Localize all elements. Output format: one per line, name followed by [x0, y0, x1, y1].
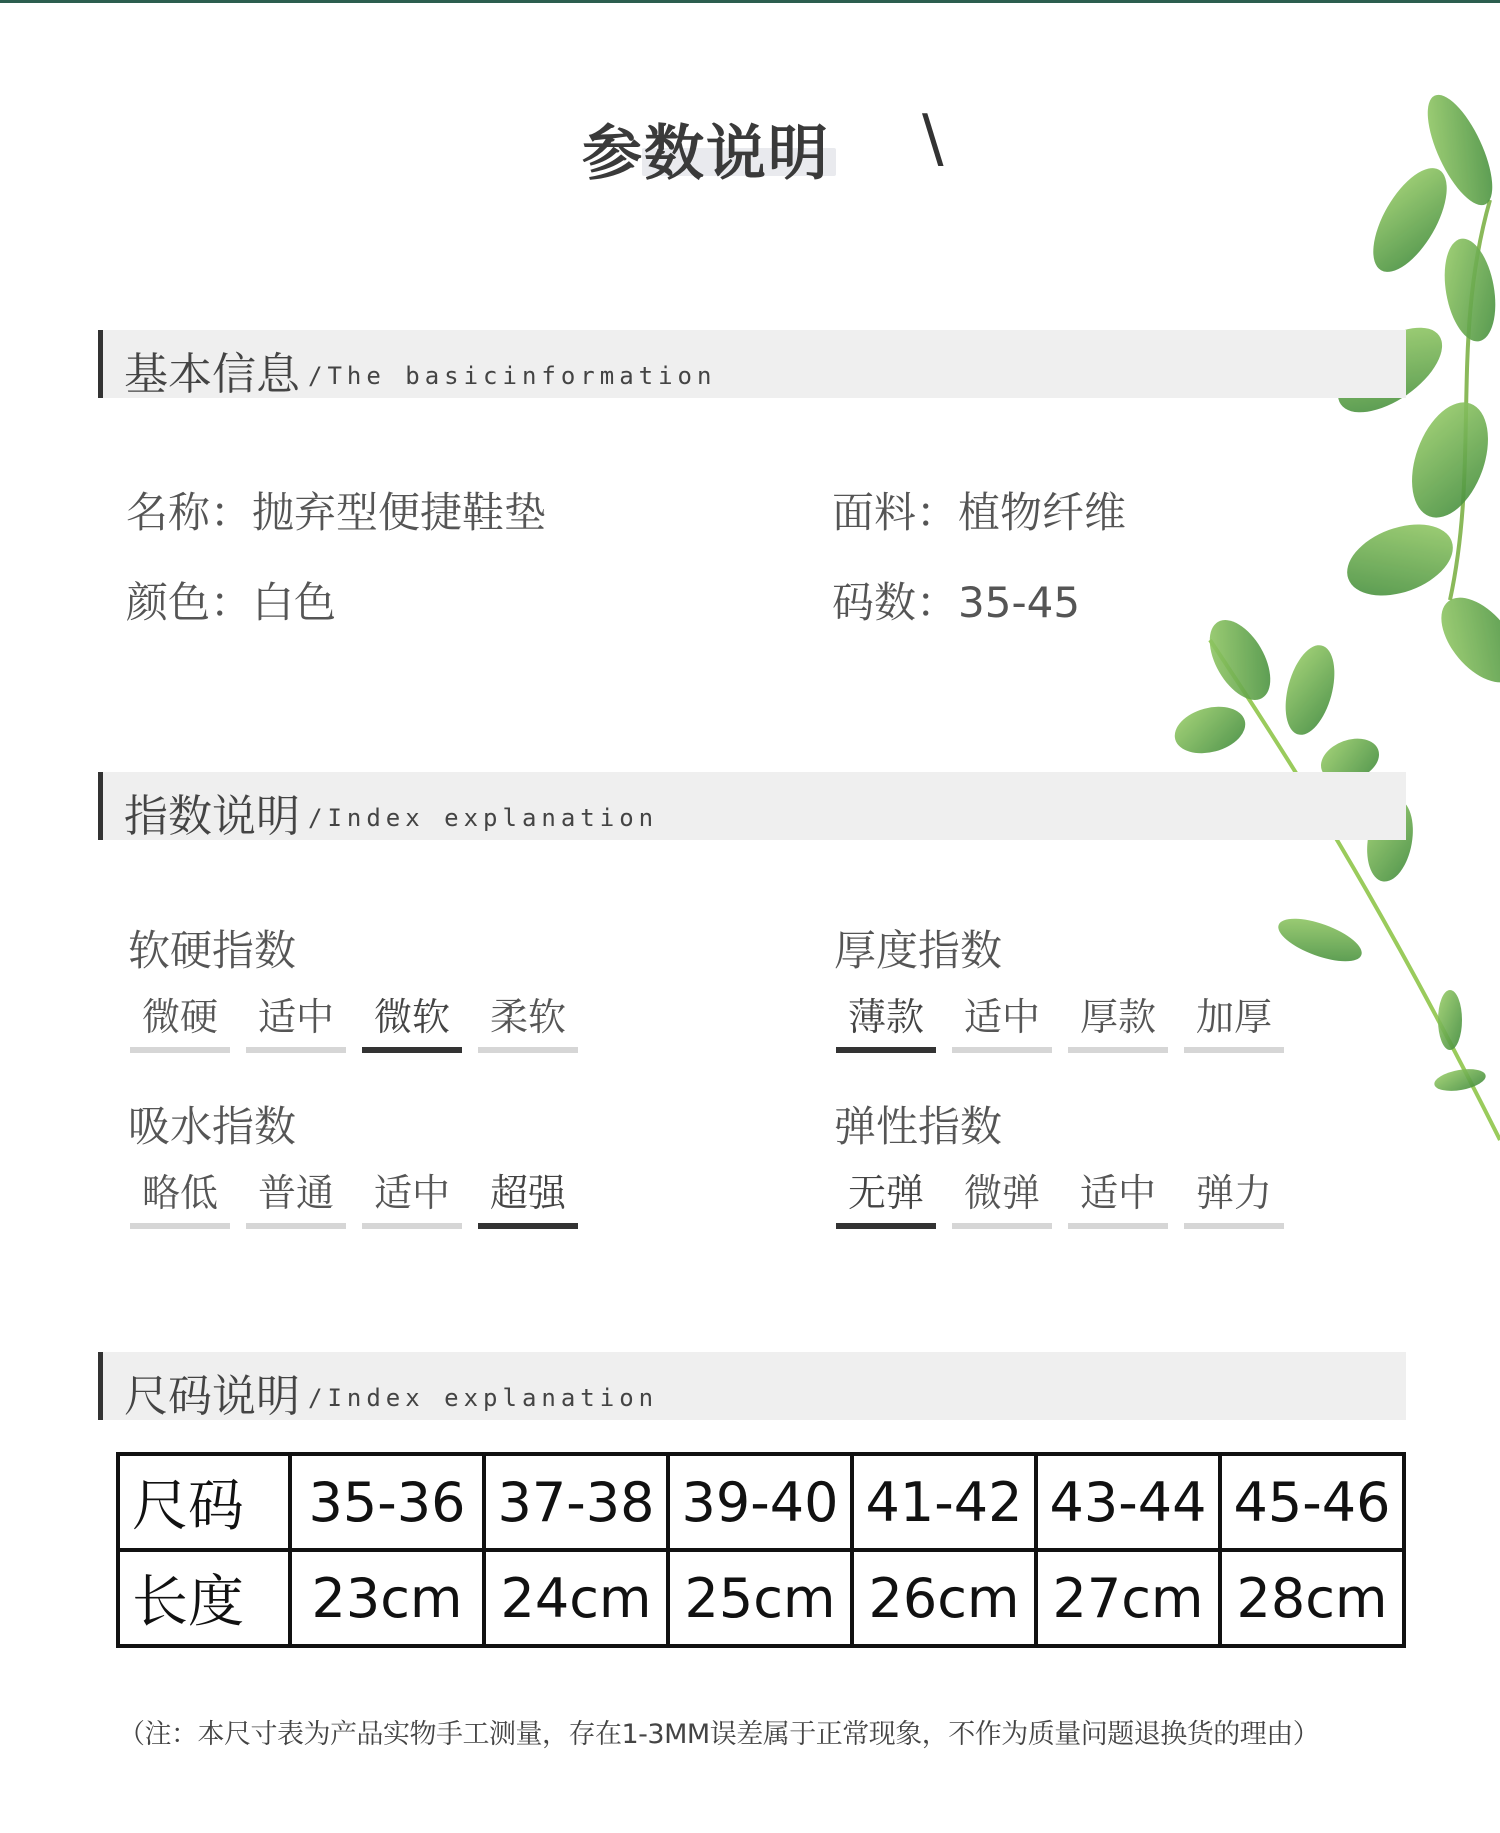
- hardness-option-selected: 微软: [362, 986, 462, 1053]
- thickness-option: 厚款: [1068, 986, 1168, 1053]
- page-title-block: [560, 100, 980, 190]
- elasticity-option: 弹力: [1184, 1162, 1284, 1229]
- table-cell: 43-44: [1036, 1454, 1220, 1550]
- absorption-title: 吸水指数: [128, 1102, 297, 1151]
- table-cell: 35-36: [290, 1454, 484, 1550]
- table-cell: 25cm: [668, 1550, 852, 1646]
- table-cell: 26cm: [852, 1550, 1036, 1646]
- elasticity-option: 适中: [1068, 1162, 1168, 1229]
- absorption-options: [130, 1162, 578, 1229]
- table-row-label: 长度: [118, 1550, 290, 1646]
- absorption-option: 适中: [362, 1162, 462, 1229]
- elasticity-option-selected: 无弹: [836, 1162, 936, 1229]
- hardness-option: 适中: [246, 986, 346, 1053]
- thickness-option: 适中: [952, 986, 1052, 1053]
- elasticity-option: 微弹: [952, 1162, 1052, 1229]
- top-border: [0, 0, 1500, 3]
- section-title: 基本信息: [124, 349, 300, 400]
- absorption-option: 普通: [246, 1162, 346, 1229]
- section-marker: [98, 330, 103, 398]
- page-title: 参数说明: [582, 119, 830, 189]
- section-subtitle: /Index explanation: [308, 1384, 659, 1412]
- info-color: 颜色：白色: [126, 578, 337, 627]
- table-cell: 24cm: [484, 1550, 668, 1646]
- hardness-option: 微硬: [130, 986, 230, 1053]
- thickness-option-selected: 薄款: [836, 986, 936, 1053]
- section-subtitle: /The basicinformation: [308, 362, 717, 390]
- table-cell: 39-40: [668, 1454, 852, 1550]
- size-note: （注：本尺寸表为产品实物手工测量，存在1-3MM误差属于正常现象，不作为质量问题退换货的理由）: [118, 1719, 1320, 1750]
- elasticity-title: 弹性指数: [834, 1102, 1003, 1151]
- section-subtitle: /Index explanation: [308, 804, 659, 832]
- table-cell: 28cm: [1220, 1550, 1404, 1646]
- info-material: 面料：植物纤维: [832, 488, 1127, 537]
- table-cell: 41-42: [852, 1454, 1036, 1550]
- absorption-option-selected: 超强: [478, 1162, 578, 1229]
- section-marker: [98, 772, 103, 840]
- section-index: [98, 772, 1406, 840]
- hardness-option: 柔软: [478, 986, 578, 1053]
- table-row: [118, 1550, 1404, 1646]
- section-marker: [98, 1352, 103, 1420]
- size-table: [116, 1452, 1406, 1648]
- table-row: [118, 1454, 1404, 1550]
- hardness-title: 软硬指数: [128, 926, 297, 975]
- info-size-range: 码数：35-45: [832, 578, 1081, 627]
- table-cell: 23cm: [290, 1550, 484, 1646]
- table-cell: 45-46: [1220, 1454, 1404, 1550]
- thickness-option: 加厚: [1184, 986, 1284, 1053]
- thickness-options: [836, 986, 1284, 1053]
- elasticity-options: [836, 1162, 1284, 1229]
- section-size: [98, 1352, 1406, 1420]
- title-slash-mark: \: [922, 102, 944, 176]
- section-title: 尺码说明: [124, 1371, 300, 1422]
- info-name: 名称：抛弃型便捷鞋垫: [126, 488, 547, 537]
- section-basic-info: [98, 330, 1406, 398]
- section-title: 指数说明: [124, 791, 300, 842]
- hardness-options: [130, 986, 578, 1053]
- table-cell: 37-38: [484, 1454, 668, 1550]
- table-cell: 27cm: [1036, 1550, 1220, 1646]
- table-row-label: 尺码: [118, 1454, 290, 1550]
- thickness-title: 厚度指数: [834, 926, 1003, 975]
- absorption-option: 略低: [130, 1162, 230, 1229]
